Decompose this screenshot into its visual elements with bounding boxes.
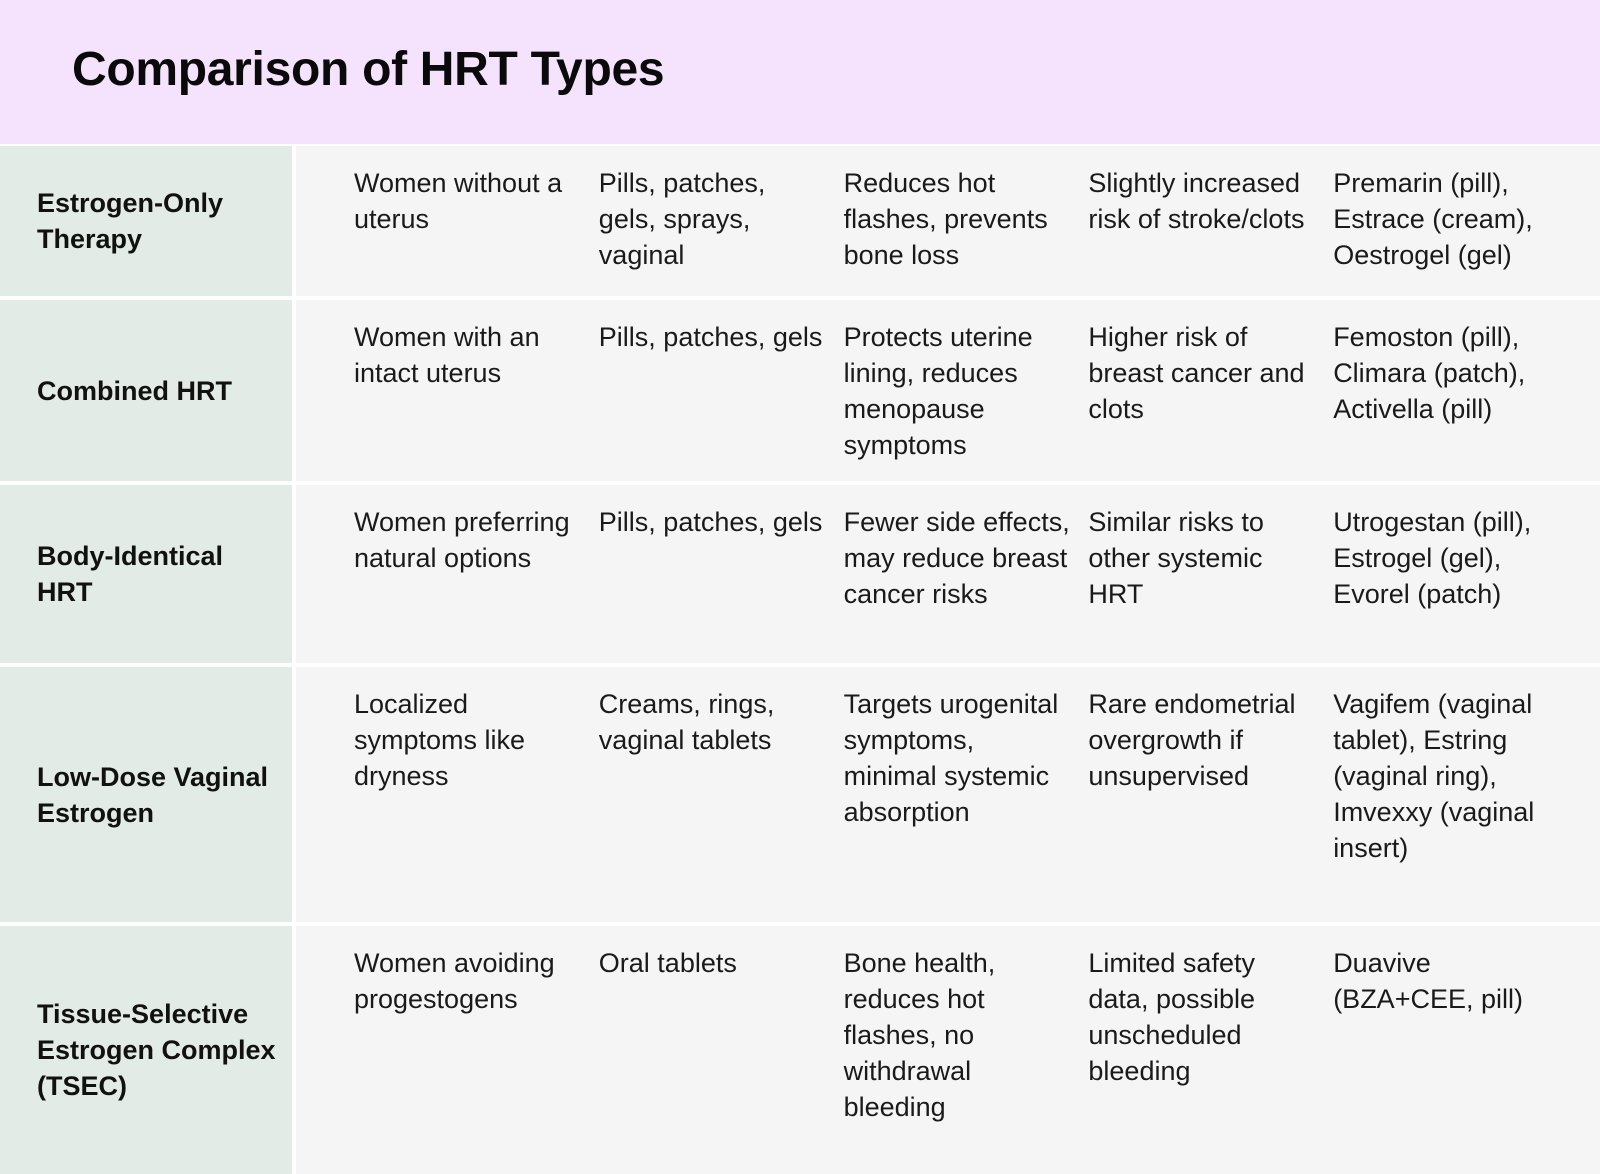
- row-cells: [296, 485, 1600, 663]
- table-cell: Similar risks to other systemic HRT: [1088, 507, 1264, 609]
- table-row: [0, 663, 1600, 922]
- table-row: [0, 922, 1600, 1174]
- hrt-comparison-table: [0, 144, 1600, 1174]
- table-cell: Rare endometrial overgrowth if unsupervised: [1088, 689, 1296, 791]
- page-title: Comparison of HRT Types: [72, 43, 665, 96]
- table-cell: Oral tablets: [598, 948, 737, 978]
- table-cell: Fewer side effects, may reduce breast cancer risks: [843, 507, 1070, 609]
- table-cell: Pills, patches, gels, sprays, vaginal: [598, 168, 766, 270]
- table-cell: Slightly increased risk of stroke/clots: [1088, 168, 1305, 234]
- row-header: Combined HRT: [0, 300, 296, 481]
- table-cell: Premarin (pill), Estrace (cream), Oestrogel (gel): [1333, 168, 1533, 270]
- table-cell: Localized symptoms like dryness: [354, 689, 526, 791]
- table-cell: Utrogestan (pill), Estrogel (gel), Evorel (patch): [1333, 507, 1532, 609]
- table-cell: Women without a uterus: [354, 168, 563, 234]
- table-cell: Femoston (pill), Climara (patch), Activella (pill): [1333, 322, 1526, 424]
- table-cell: Reduces hot flashes, prevents bone loss: [843, 168, 1048, 270]
- table-cell: Creams, rings, vaginal tablets: [598, 689, 775, 755]
- table-cell: Women avoiding progestogens: [354, 948, 555, 1014]
- table-cell: Protects uterine lining, reduces menopause symptoms: [843, 322, 1033, 460]
- row-cells: [296, 146, 1600, 296]
- row-header: Estrogen-Only Therapy: [0, 146, 296, 296]
- row-header: Body-Identical HRT: [0, 485, 296, 663]
- table-cell: Limited safety data, possible unscheduled bleeding: [1088, 948, 1256, 1086]
- table-cell: Women preferring natural options: [354, 507, 570, 573]
- table-cell: Duavive (BZA+CEE, pill): [1333, 948, 1523, 1014]
- table-row: [0, 481, 1600, 663]
- title-banner: [0, 0, 1600, 144]
- row-cells: [296, 926, 1600, 1174]
- table-cell: Bone health, reduces hot flashes, no withdrawal bleeding: [843, 948, 996, 1122]
- table-cell: Pills, patches, gels: [598, 322, 823, 352]
- table-cell: Targets urogenital symptoms, minimal systemic absorption: [843, 689, 1059, 827]
- row-cells: [296, 300, 1600, 481]
- row-header: Tissue-Selective Estrogen Complex (TSEC): [0, 926, 296, 1174]
- table-row: [0, 296, 1600, 481]
- row-cells: [296, 667, 1600, 922]
- row-header: Low-Dose Vaginal Estrogen: [0, 667, 296, 922]
- table-cell: Pills, patches, gels: [598, 507, 823, 537]
- table-cell: Vagifem (vaginal tablet), Estring (vaginal ring), Imvexxy (vaginal insert): [1333, 689, 1535, 863]
- table-cell: Women with an intact uterus: [354, 322, 540, 388]
- table-cell: Higher risk of breast cancer and clots: [1088, 322, 1305, 424]
- table-row: [0, 144, 1600, 296]
